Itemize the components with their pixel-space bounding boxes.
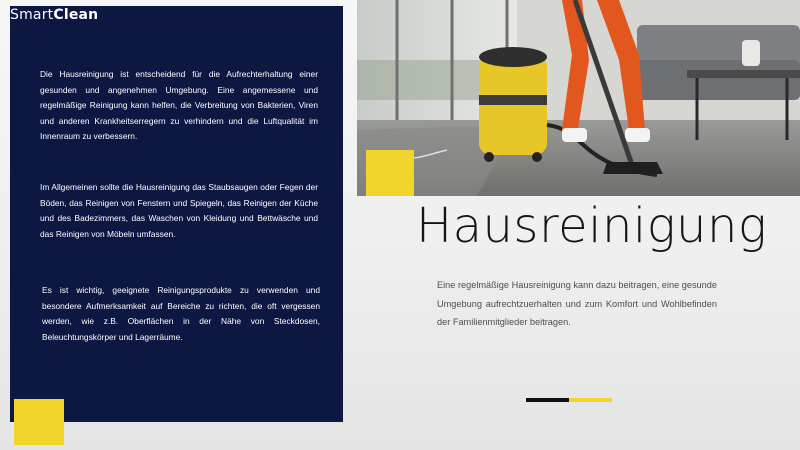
brand-logo-light: Smart xyxy=(10,7,54,23)
accent-bar-dark xyxy=(526,398,569,402)
cleaning-photo xyxy=(357,0,800,196)
accent-square-photo xyxy=(366,150,414,196)
accent-bar xyxy=(526,398,612,402)
panel-paragraph-1: Die Hausreinigung ist entscheidend für die Aufrechterhaltung einer gesunden und angenehmen Umgebung. Eine angemessene und regelmäßige Reinigung kann helfen, die Verbreitung von Bakterien, Viren und anderen Krankheitserregern zu verhindern und die Luftqualität im Innenraum zu verbessern. xyxy=(40,69,318,141)
panel-paragraph-2: Im Allgemeinen sollte die Hausreinigung das Staubsaugen oder Fegen der Böden, das Reinigen von Fenstern und Spiegeln, das Reinigen der Küche und des Badezimmers, das Waschen von Kleidung und Bettwäsche und das Reinigen von Möbeln umfassen. xyxy=(40,182,318,239)
accent-bar-yellow xyxy=(569,398,612,402)
page-title: Hausreinigung xyxy=(416,198,768,254)
title-description: Eine regelmäßige Hausreinigung kann dazu beitragen, eine gesunde Umgebung aufrechtzuerhalten und zum Komfort und Wohlbefinden der Familienmitglieder beitragen. xyxy=(437,280,717,327)
accent-square-bottom xyxy=(14,399,64,445)
text-panel xyxy=(10,6,343,422)
panel-paragraph-3: Es ist wichtig, geeignete Reinigungsprodukte zu verwenden und besondere Aufmerksamkeit auf Bereiche zu richten, die oft vergessen werden, wie z.B. Oberflächen in der Nähe von Steckdosen, Beleuchtungskörper und Lagerräume. xyxy=(42,285,320,342)
brand-logo-bold: Clean xyxy=(53,7,99,23)
brand-logo xyxy=(10,7,98,23)
